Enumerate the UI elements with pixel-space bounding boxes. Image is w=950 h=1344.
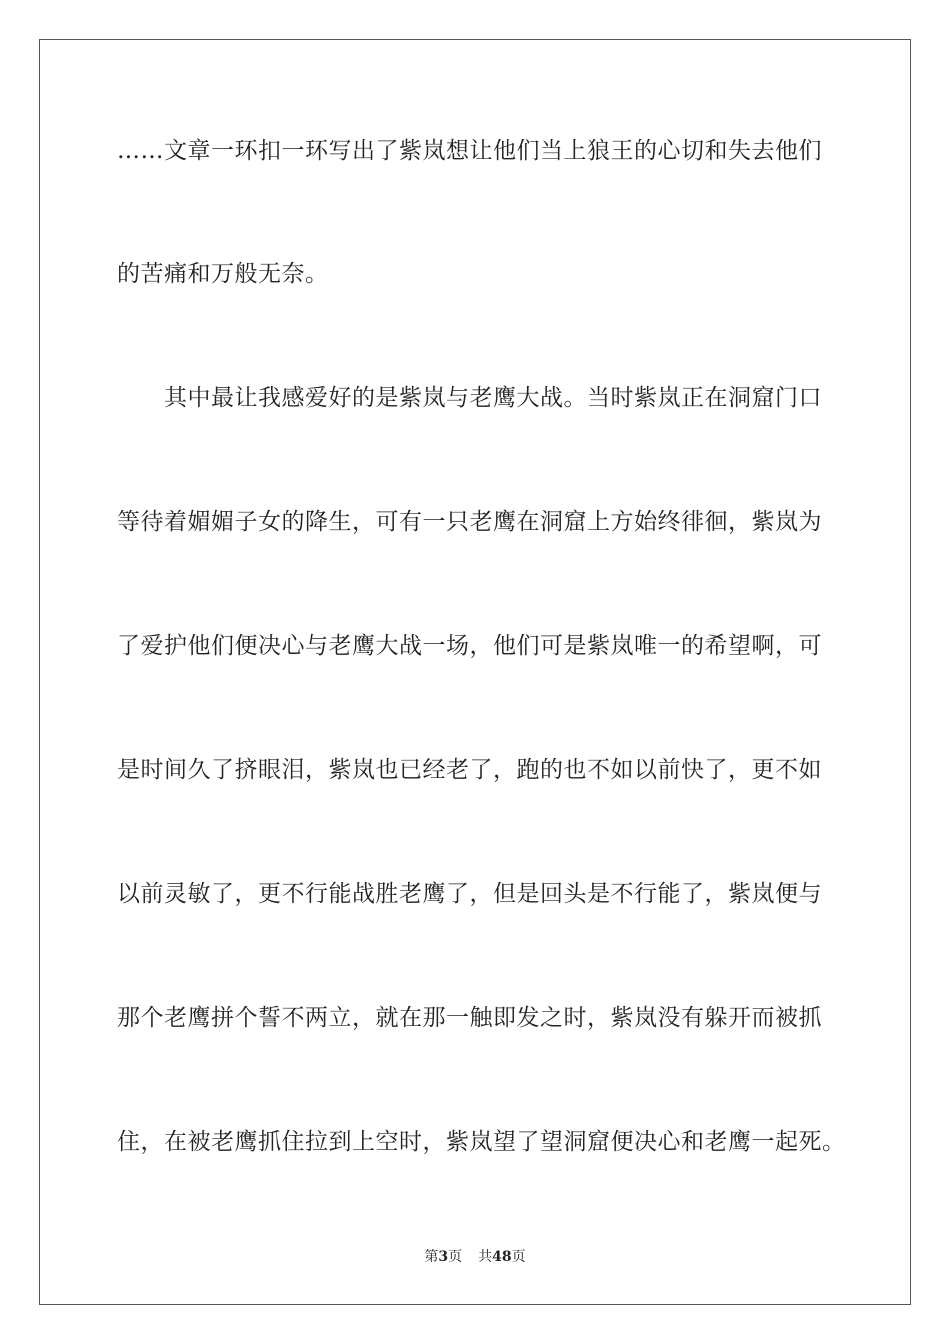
page-frame [39, 39, 911, 1305]
text-line-6: 是时间久了挤眼泪，紫岚也已经老了，跑的也不如以前快了，更不如 [117, 757, 822, 783]
text-line-5: 了爱护他们便决心与老鹰大战一场，他们可是紫岚唯一的希望啊，可 [117, 633, 822, 659]
text-line-3: 其中最让我感爱好的是紫岚与老鹰大战。当时紫岚正在洞窟门口 [164, 385, 822, 411]
page-prefix: 第 [424, 1249, 439, 1265]
page-suffix: 页 [448, 1249, 463, 1265]
page-number: 3 [438, 1249, 449, 1265]
total-prefix: 共 [478, 1249, 493, 1265]
text-line-1: ……文章一环扣一环写出了紫岚想让他们当上狼王的心切和失去他们 [117, 138, 822, 164]
total-pages: 48 [492, 1249, 512, 1265]
total-suffix: 页 [511, 1249, 526, 1265]
text-line-9: 住，在被老鹰抓住拉到上空时，紫岚望了望洞窟便决心和老鹰一起死。 [117, 1129, 846, 1155]
text-line-2: 的苦痛和万般无奈。 [117, 261, 329, 287]
page-footer [0, 1248, 950, 1266]
text-line-4: 等待着媚媚子女的降生，可有一只老鹰在洞窟上方始终徘徊，紫岚为 [117, 509, 822, 535]
text-line-8: 那个老鹰拼个誓不两立，就在那一触即发之时，紫岚没有躲开而被抓 [117, 1005, 822, 1031]
text-line-7: 以前灵敏了，更不行能战胜老鹰了，但是回头是不行能了，紫岚便与 [117, 881, 822, 907]
